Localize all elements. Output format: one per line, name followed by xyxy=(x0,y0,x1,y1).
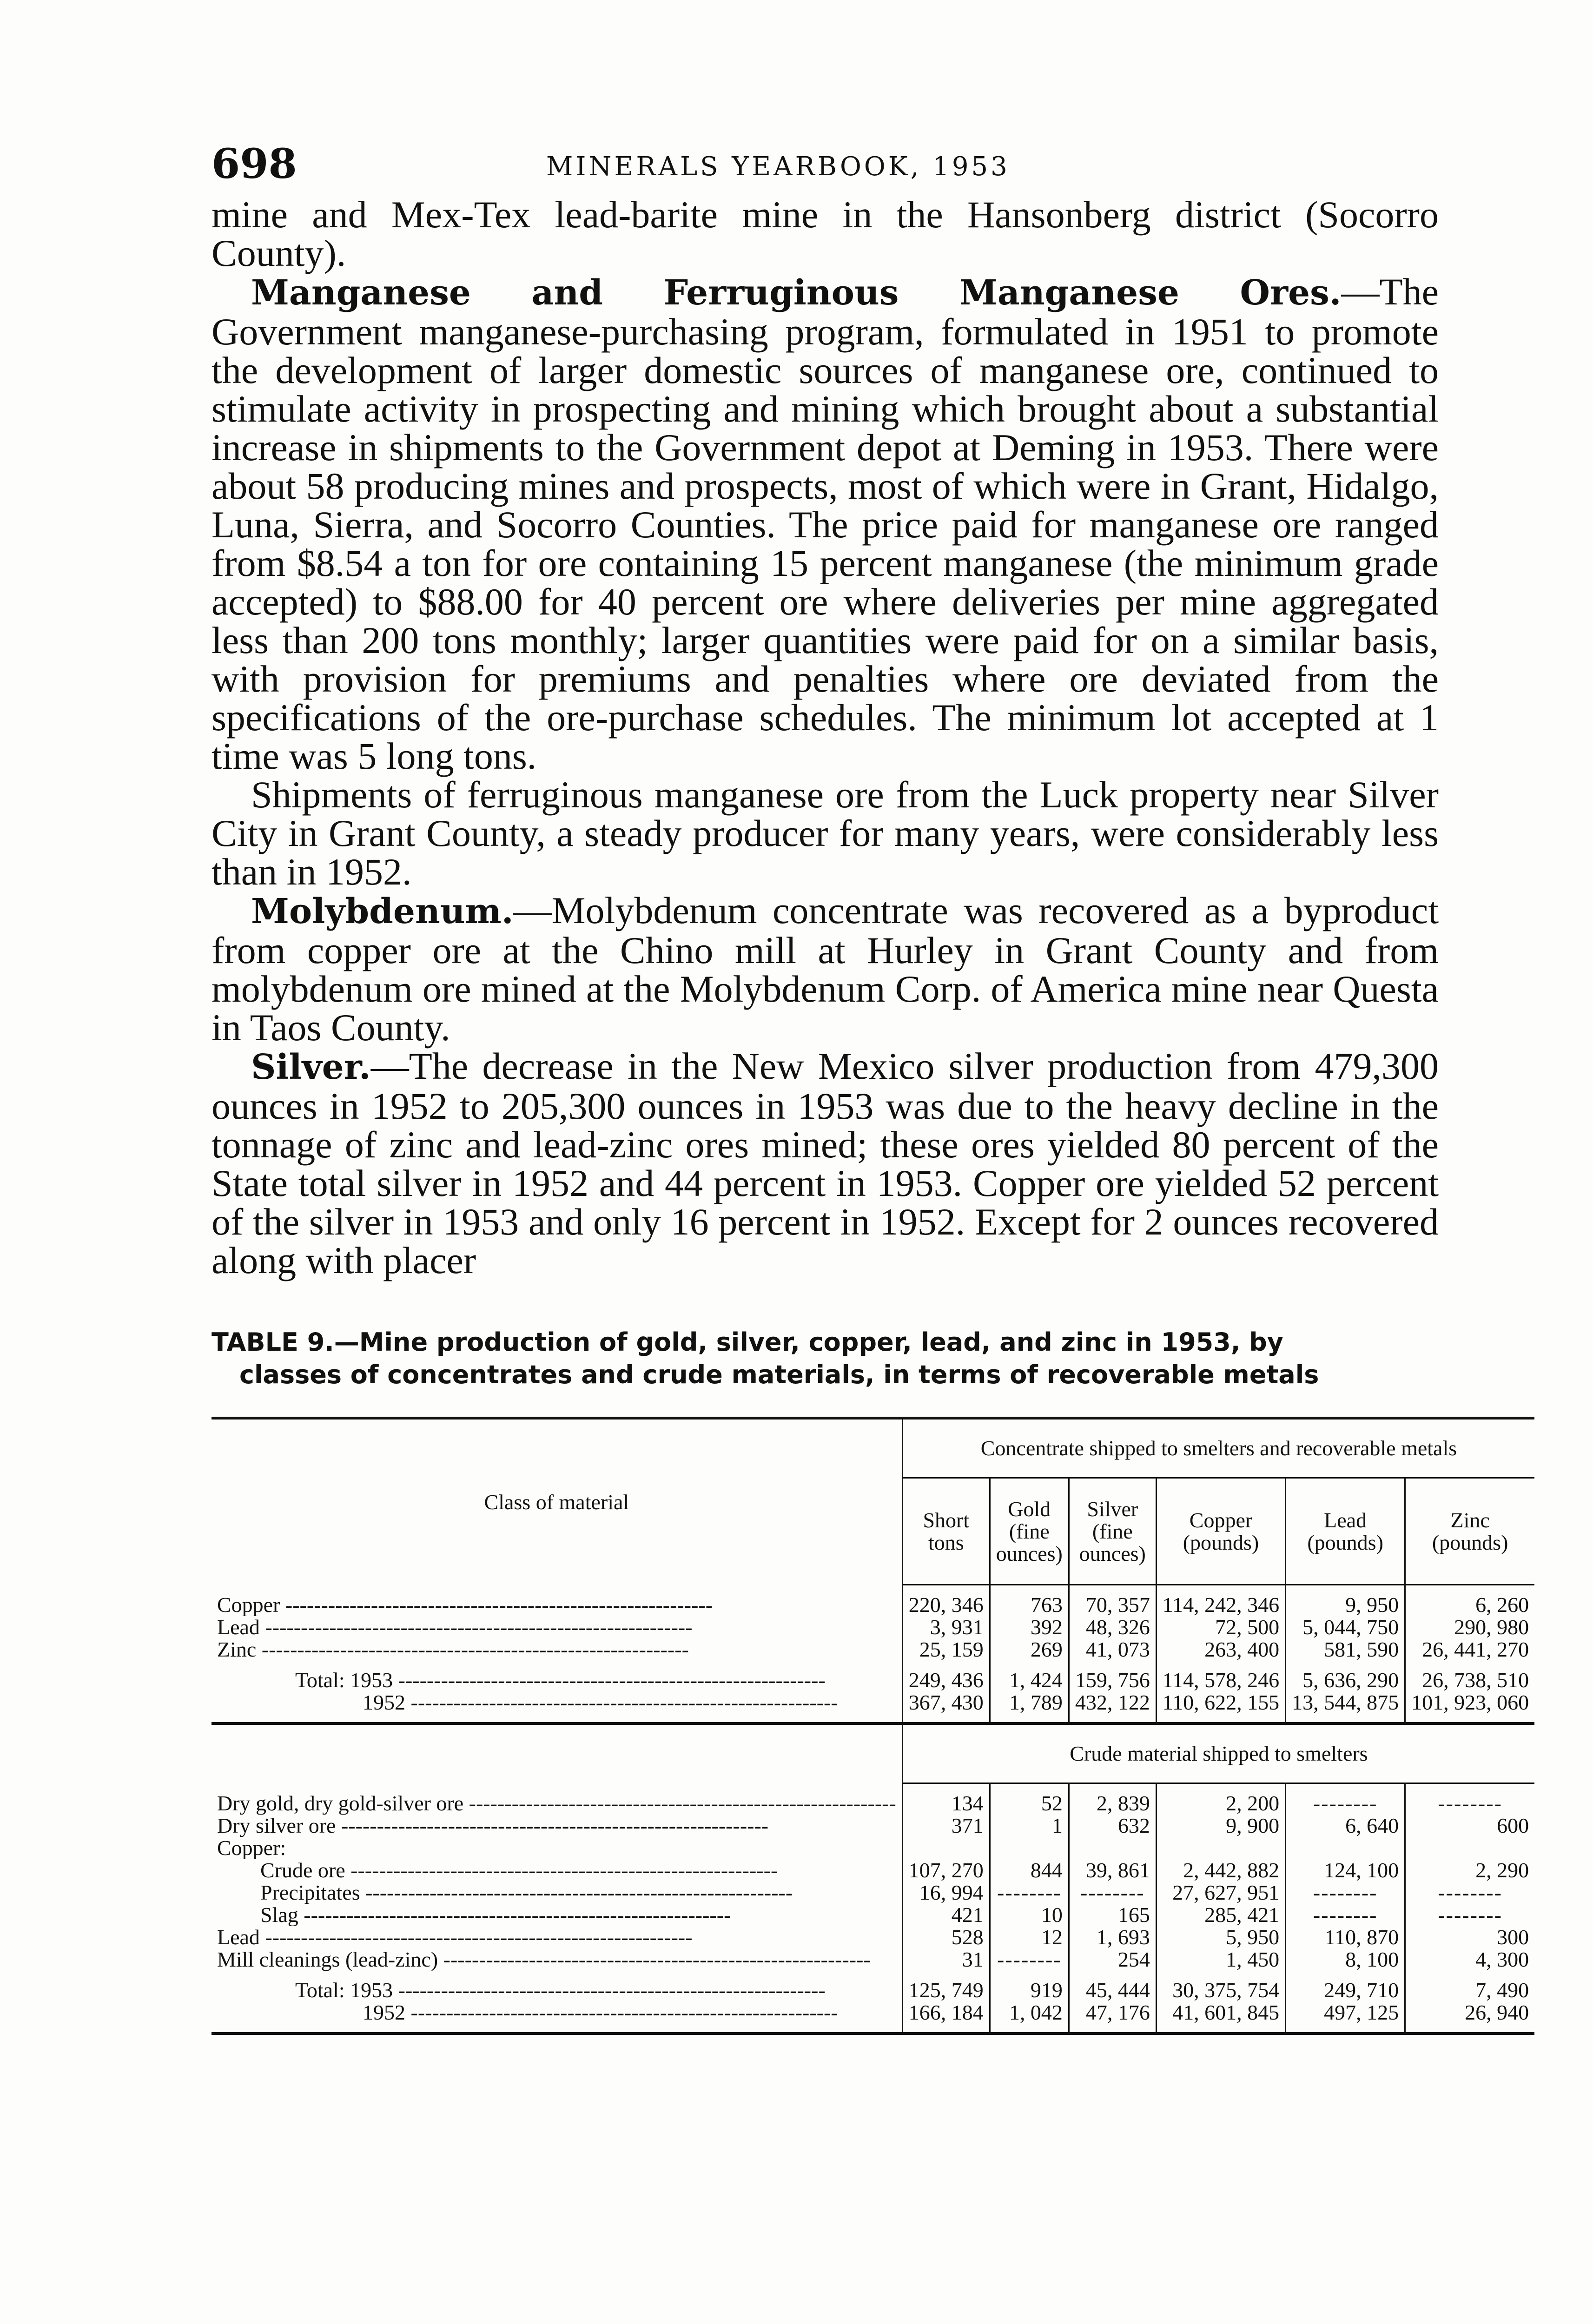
table-cell: 220, 346 xyxy=(902,1594,990,1616)
table-cell: -------- xyxy=(990,1948,1069,1971)
table-cell: 48, 326 xyxy=(1069,1616,1156,1638)
paragraph-lead: Silver. xyxy=(251,1047,371,1087)
table-cell: 632 xyxy=(1069,1815,1156,1837)
table-cell: 114, 578, 246 xyxy=(1156,1669,1285,1691)
table-cell xyxy=(1286,1837,1405,1859)
production-table xyxy=(212,1417,1534,2035)
table-cell: 30, 375, 754 xyxy=(1156,1979,1285,2001)
row-label: Lead ------------------------------------------------------------ xyxy=(217,1616,693,1638)
table-cell: 5, 950 xyxy=(1156,1926,1285,1948)
table-cell: 300 xyxy=(1405,1926,1535,1948)
row-label: Copper: xyxy=(217,1837,286,1859)
table-row xyxy=(212,1948,1534,1971)
table-cell: 1 xyxy=(990,1815,1069,1837)
row-label: Zinc ------------------------------------------------------------ xyxy=(217,1638,689,1661)
table-row xyxy=(212,1594,1534,1616)
table-cell: 3, 931 xyxy=(902,1616,990,1638)
group-header-concentrate: Concentrate shipped to smelters and recoverable metals xyxy=(902,1419,1534,1478)
paragraph: Manganese and Ferruginous Manganese Ores.—The Government manganese-purchasing program, formulated in 1951 to promote the development of larger domestic sources of manganese ore, continued to stimulate activity in prospecting and mining which brought about a substantial increase in shipments to the Government depot at Deming in 1953. There were about 58 producing mines and prospects, most of which were in Grant, Hidalgo, Luna, Sierra, and Socorro Counties. The price paid for manganese ore ranged from $8.54 a ton for ore containing 15 percent manganese (the minimum grade accepted) to $88.00 for 40 percent ore where deliveries per mine aggregated less than 200 tons monthly; larger quantities were paid for on a similar basis, with provision for premiums and penalties where ore deviated from the specifications of the ore-purchase schedules. The minimum lot accepted at 1 time was 5 long tons. xyxy=(212,271,1439,777)
table-cell: 285, 421 xyxy=(1156,1904,1285,1926)
table-cell: 52 xyxy=(990,1792,1069,1815)
table-cell: 101, 923, 060 xyxy=(1405,1691,1535,1714)
table-cell: 166, 184 xyxy=(902,2001,990,2024)
table-cell xyxy=(1405,1837,1535,1859)
table-cell: 70, 357 xyxy=(1069,1594,1156,1616)
table-cell: 2, 839 xyxy=(1069,1792,1156,1815)
page-header xyxy=(212,139,1439,191)
row-label: 1952 ------------------------------------------------------------ xyxy=(363,2001,838,2024)
table-cell: 2, 200 xyxy=(1156,1792,1285,1815)
table-row xyxy=(212,1882,1534,1904)
table-cell: -------- xyxy=(1405,1882,1535,1904)
table-cell: 1, 693 xyxy=(1069,1926,1156,1948)
table-cell: -------- xyxy=(1286,1792,1405,1815)
table-cell: 114, 242, 346 xyxy=(1156,1594,1285,1616)
table-cell: 26, 738, 510 xyxy=(1405,1669,1535,1691)
table-cell: 371 xyxy=(902,1815,990,1837)
table-cell: 39, 861 xyxy=(1069,1859,1156,1882)
table-cell: 134 xyxy=(902,1792,990,1815)
column-header: Short tons xyxy=(902,1478,990,1585)
table-cell: 249, 436 xyxy=(902,1669,990,1691)
table-cell: -------- xyxy=(1069,1882,1156,1904)
page xyxy=(212,139,1529,2035)
paragraph: Silver.—The decrease in the New Mexico silver production from 479,300 ounces in 1952 to 205,300 ounces in 1953 was due to the heavy decline in the tonnage of zinc and lead-zinc ores mined; these ores yielded 80 percent of the State total silver in 1952 and 44 percent in 1953. Copper ore yielded 52 percent of the silver in 1953 and only 16 percent in 1952. Except for 2 ounces recovered along with placer xyxy=(212,1045,1439,1281)
body-text xyxy=(212,195,1439,1280)
table-cell: 249, 710 xyxy=(1286,1979,1405,2001)
paragraph: Molybdenum.—Molybdenum concentrate was recovered as a byproduct from copper ore at the Chino mill at Hurley in Grant County and from molybdenum ore mined at the Molybdenum Corp. of America mine near Questa in Taos County. xyxy=(212,889,1439,1049)
table-cell: 125, 749 xyxy=(902,1979,990,2001)
table-row xyxy=(212,2001,1534,2024)
page-number: 698 xyxy=(212,139,297,188)
table-cell: 290, 980 xyxy=(1405,1616,1535,1638)
table-cell xyxy=(1156,1837,1285,1859)
table-cell: -------- xyxy=(1405,1792,1535,1815)
table-row xyxy=(212,1638,1534,1661)
table-row xyxy=(212,1792,1534,1815)
table-cell: 31 xyxy=(902,1948,990,1971)
column-header: Silver (fine ounces) xyxy=(1069,1478,1156,1585)
table-cell: 600 xyxy=(1405,1815,1535,1837)
table-cell: 10 xyxy=(990,1904,1069,1926)
column-header: Copper (pounds) xyxy=(1156,1478,1285,1585)
table-row xyxy=(212,1815,1534,1837)
table-cell xyxy=(1069,1837,1156,1859)
column-header: Lead (pounds) xyxy=(1286,1478,1405,1585)
row-label: Crude ore ------------------------------------------------------------ xyxy=(260,1859,778,1882)
table-cell: 5, 044, 750 xyxy=(1286,1616,1405,1638)
paragraph-lead: Manganese and Ferruginous Manganese Ores. xyxy=(251,273,1342,313)
table-cell xyxy=(902,1837,990,1859)
table-row xyxy=(212,1979,1534,2001)
row-label: Precipitates ------------------------------------------------------------ xyxy=(260,1882,793,1904)
table-cell: 1, 424 xyxy=(990,1669,1069,1691)
table-cell: 9, 900 xyxy=(1156,1815,1285,1837)
table-cell: 165 xyxy=(1069,1904,1156,1926)
row-label: Copper ------------------------------------------------------------ xyxy=(217,1594,713,1616)
paragraph: Shipments of ferruginous manganese ore from the Luck property near Silver City in Grant County, a steady producer for many years, were considerably less than in 1952. xyxy=(212,773,1439,893)
row-label: Mill cleanings (lead-zinc) ------------------------------------------------------------ xyxy=(217,1948,871,1971)
table-cell: 41, 601, 845 xyxy=(1156,2001,1285,2024)
table-row xyxy=(212,1904,1534,1926)
table-cell: 12 xyxy=(990,1926,1069,1948)
table-cell: 25, 159 xyxy=(902,1638,990,1661)
table-row xyxy=(212,1837,1534,1859)
table-cell: 263, 400 xyxy=(1156,1638,1285,1661)
table-cell: 27, 627, 951 xyxy=(1156,1882,1285,1904)
table-cell: 7, 490 xyxy=(1405,1979,1535,2001)
table-cell: 72, 500 xyxy=(1156,1616,1285,1638)
table-cell: 1, 450 xyxy=(1156,1948,1285,1971)
table-cell: 844 xyxy=(990,1859,1069,1882)
row-label: Dry silver ore ------------------------------------------------------------ xyxy=(217,1815,769,1837)
table-row xyxy=(212,1926,1534,1948)
table-cell: 392 xyxy=(990,1616,1069,1638)
table-cell: 4, 300 xyxy=(1405,1948,1535,1971)
table-cell: 1, 042 xyxy=(990,2001,1069,2024)
stub-header: Class of material xyxy=(484,1490,629,1514)
table-cell: 6, 640 xyxy=(1286,1815,1405,1837)
table-cell: 124, 100 xyxy=(1286,1859,1405,1882)
column-header: Zinc (pounds) xyxy=(1405,1478,1535,1585)
table-cell: 763 xyxy=(990,1594,1069,1616)
table-cell: 8, 100 xyxy=(1286,1948,1405,1971)
table-cell: 919 xyxy=(990,1979,1069,2001)
table-row xyxy=(212,1669,1534,1691)
table-row xyxy=(212,1691,1534,1714)
table-cell: -------- xyxy=(990,1882,1069,1904)
row-label: 1952 ------------------------------------------------------------ xyxy=(363,1691,838,1714)
table-cell: 432, 122 xyxy=(1069,1691,1156,1714)
table-cell: 41, 073 xyxy=(1069,1638,1156,1661)
table-cell: 421 xyxy=(902,1904,990,1926)
table-cell: 2, 290 xyxy=(1405,1859,1535,1882)
table-cell: 26, 940 xyxy=(1405,2001,1535,2024)
row-label: Total: 1953 ------------------------------------------------------------ xyxy=(295,1979,826,2001)
paragraph-lead: Molybdenum. xyxy=(251,891,514,931)
table-cell xyxy=(990,1837,1069,1859)
row-label: Dry gold, dry gold-silver ore ------------------------------------------------------------ xyxy=(217,1792,896,1815)
table-cell: 269 xyxy=(990,1638,1069,1661)
table-cell: 16, 994 xyxy=(902,1882,990,1904)
group-header-crude: Crude material shipped to smelters xyxy=(902,1725,1534,1783)
table-row xyxy=(212,1859,1534,1882)
table-cell: 254 xyxy=(1069,1948,1156,1971)
running-title: MINERALS YEARBOOK, 1953 xyxy=(546,152,1010,182)
table-cell: 528 xyxy=(902,1926,990,1948)
table-cell: -------- xyxy=(1286,1882,1405,1904)
table-cell: 26, 441, 270 xyxy=(1405,1638,1535,1661)
table-cell: 5, 636, 290 xyxy=(1286,1669,1405,1691)
table-cell: -------- xyxy=(1405,1904,1535,1926)
table-cell: 2, 442, 882 xyxy=(1156,1859,1285,1882)
table-cell: 45, 444 xyxy=(1069,1979,1156,2001)
row-label: Slag ------------------------------------------------------------ xyxy=(260,1904,731,1926)
table-caption: TABLE 9.—Mine production of gold, silver, copper, lead, and zinc in 1953, by classes of concentrates and crude materials, in terms of recoverable metals xyxy=(212,1327,1319,1389)
table-row xyxy=(212,1616,1534,1638)
table-cell: 110, 622, 155 xyxy=(1156,1691,1285,1714)
table-cell: 367, 430 xyxy=(902,1691,990,1714)
table-cell: 107, 270 xyxy=(902,1859,990,1882)
table-cell: 13, 544, 875 xyxy=(1286,1691,1405,1714)
table-cell: 47, 176 xyxy=(1069,2001,1156,2024)
row-label: Total: 1953 ------------------------------------------------------------ xyxy=(295,1669,826,1691)
row-label: Lead ------------------------------------------------------------ xyxy=(217,1926,693,1948)
table-cell: 497, 125 xyxy=(1286,2001,1405,2024)
table-cell: 1, 789 xyxy=(990,1691,1069,1714)
table-cell: 581, 590 xyxy=(1286,1638,1405,1661)
table-cell: -------- xyxy=(1286,1904,1405,1926)
table-cell: 6, 260 xyxy=(1405,1594,1535,1616)
paragraph: mine and Mex-Tex lead-barite mine in the Hansonberg district (Socorro County). xyxy=(212,193,1439,274)
table-cell: 159, 756 xyxy=(1069,1669,1156,1691)
column-header: Gold (fine ounces) xyxy=(990,1478,1069,1585)
table-cell: 110, 870 xyxy=(1286,1926,1405,1948)
table-cell: 9, 950 xyxy=(1286,1594,1405,1616)
